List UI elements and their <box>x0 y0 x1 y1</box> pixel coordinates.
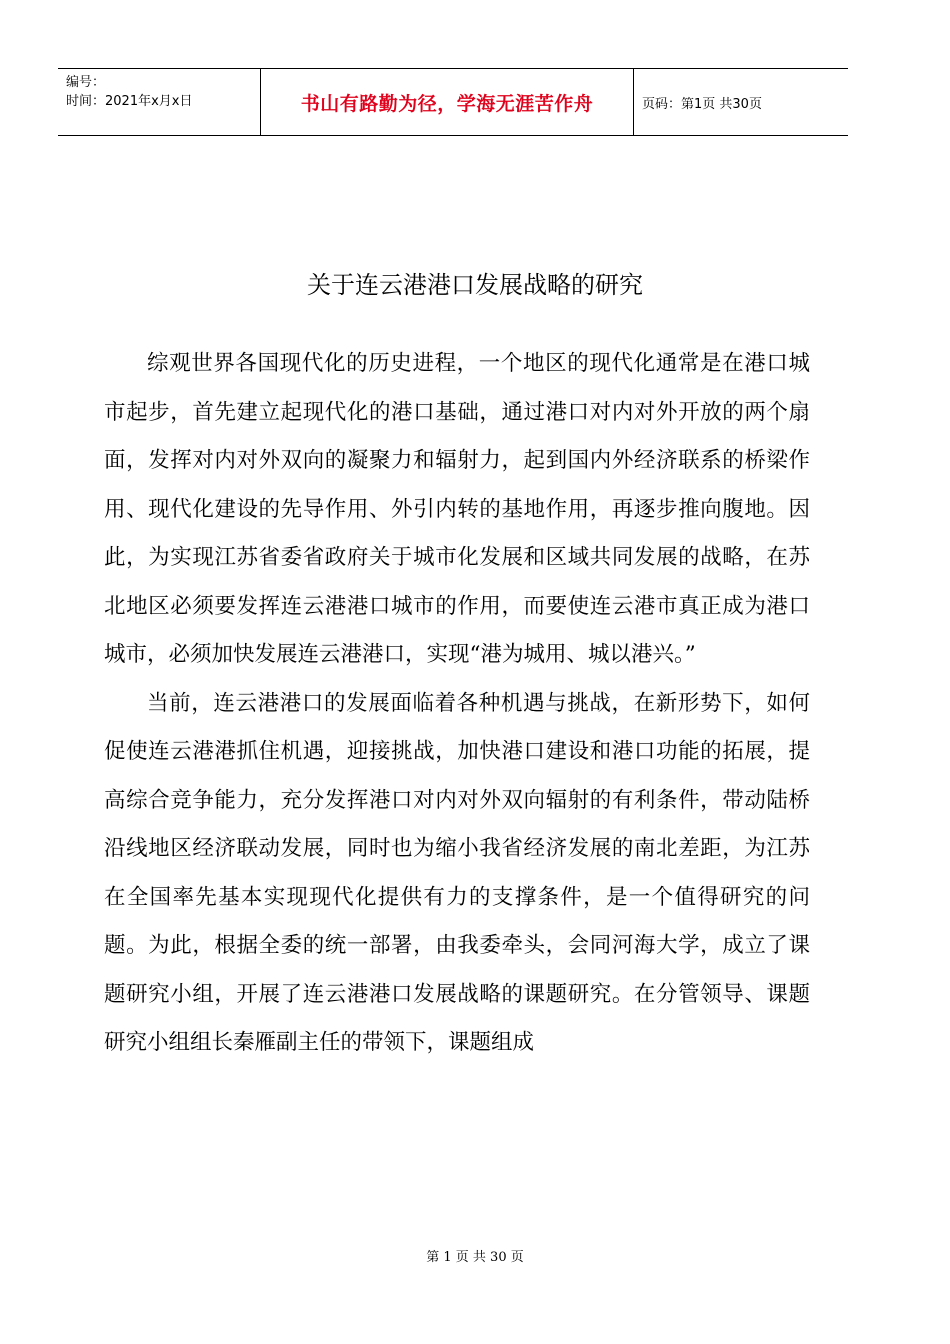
document-title: 关于连云港港口发展战略的研究 <box>307 271 643 299</box>
header-motto: 书山有路勤为径，学海无涯苦作舟 <box>260 69 634 135</box>
document-body <box>104 340 810 1068</box>
date-label: 时间：2021年x月x日 <box>66 94 193 109</box>
paragraph: 当前，连云港港口的发展面临着各种机遇与挑战，在新形势下，如何促使连云港港抓住机遇，迎接挑战，加快港口建设和港口功能的拓展，提高综合竞争能力，充分发挥港口对内对外双向辐射的有利条件，带动陆桥沿线地区经济联动发展，同时也为缩小我省经济发展的南北差距，为江苏在全国率先基本实现现代化提供有力的支撑条件，是一个值得研究的问题。为此，根据全委的统一部署，由我委牵头，会同河海大学，成立了课题研究小组，开展了连云港港口发展战略的课题研究。在分管领导、课题研究小组组长秦雁副主任的带领下，课题组成 <box>104 690 810 1055</box>
serial-label: 编号： <box>66 75 106 90</box>
page-header <box>58 68 848 136</box>
header-meta <box>58 69 260 135</box>
header-page-info: 页码：第1页 共30页 <box>642 96 762 112</box>
paragraph: 综观世界各国现代化的历史进程，一个地区的现代化通常是在港口城市起步，首先建立起现代化的港口基础，通过港口对内对外开放的两个扇面，发挥对内对外双向的凝聚力和辐射力，起到国内外经济联系的桥梁作用、现代化建设的先导作用、外引内转的基地作用，再逐步推向腹地。因此，为实现江苏省委省政府关于城市化发展和区域共同发展的战略，在苏北地区必须要发挥连云港港口城市的作用，而要使连云港市真正成为港口城市，必须加快发展连云港港口，实现“港为城用、城以港兴。” <box>104 351 810 667</box>
page-footer: 第 1 页 共 30 页 <box>426 1250 524 1265</box>
